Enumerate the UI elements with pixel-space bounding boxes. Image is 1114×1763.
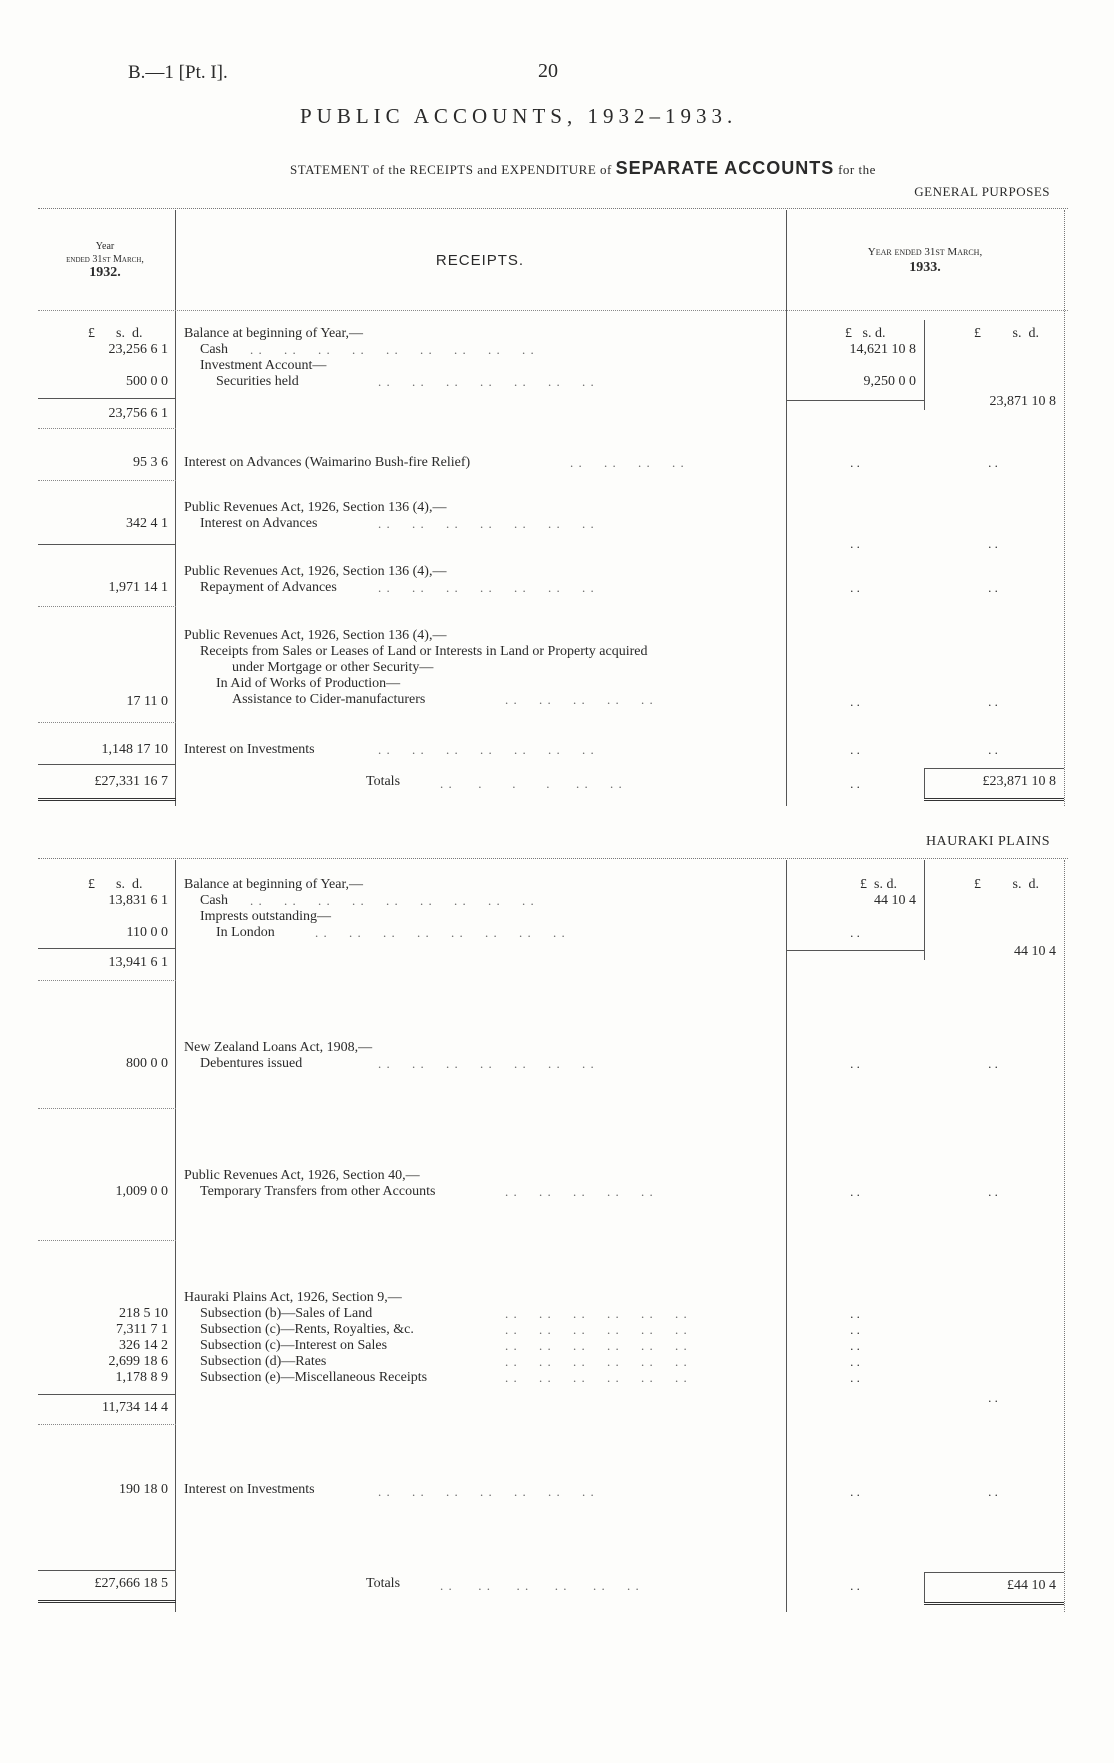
pra-label-1: Public Revenues Act, 1926, Section 136 (4),— <box>184 500 447 515</box>
cider-leader: . . . . . . . . . . <box>505 692 654 707</box>
h-sub-c2-leader: . . . . . . . . . . . . <box>505 1338 688 1353</box>
prev-year-line2: ended 31st March, <box>66 254 144 265</box>
h-totals-curr: £44 10 4 <box>1007 1578 1056 1593</box>
h-nzla-label: New Zealand Loans Act, 1908,— <box>184 1040 373 1055</box>
shilling-symbol: s. <box>874 877 883 892</box>
balance-prev-total: 23,756 6 1 <box>108 406 168 421</box>
totals-curr-a: . . <box>850 776 860 791</box>
rule-header-bottom <box>38 310 1068 311</box>
h-cash-prev: 13,831 6 1 <box>108 893 168 908</box>
repayment-curr-a: . . <box>850 580 860 595</box>
h-cash-leader: . . . . . . . . . . . . . . . . . . <box>250 893 535 908</box>
rule-totals-curr-left <box>924 768 925 798</box>
pound-symbol: £ <box>974 326 981 341</box>
interest-adv-label: Interest on Advances <box>200 516 318 531</box>
prev-currency-header <box>88 326 142 342</box>
rule-h-sep-5 <box>38 1570 176 1571</box>
totals-label: Totals <box>366 774 401 789</box>
h-hpa-total-prev: 11,734 14 4 <box>102 1400 168 1415</box>
rule-h-sep-2 <box>38 1108 176 1109</box>
statement-prefix: STATEMENT of the RECEIPTS and EXPENDITURE of <box>290 162 612 177</box>
receipts-sales-label: Receipts from Sales or Leases of Land or Interests in Land or Property acquired <box>200 644 648 659</box>
pound-symbol: £ <box>88 326 95 341</box>
waimarino-prev: 95 3 6 <box>133 455 168 470</box>
rule-totals-curr-top <box>924 768 1064 769</box>
rule-top <box>38 208 1068 209</box>
rule-sep-4 <box>38 606 176 607</box>
cider-label: Assistance to Cider-manufacturers <box>232 692 426 707</box>
interest-inv-label: Interest on Investments <box>184 742 315 757</box>
h-sub-d-curr: . . <box>850 1354 860 1369</box>
statement-bold: SEPARATE ACCOUNTS <box>615 158 835 178</box>
h-cash-curr: 44 10 4 <box>874 893 916 908</box>
h-sub-e-leader: . . . . . . . . . . . . <box>505 1370 688 1385</box>
rule-h-balance-prev <box>38 948 176 949</box>
h-transfers-label: Temporary Transfers from other Accounts <box>200 1184 436 1199</box>
rule-sep-3 <box>38 544 176 545</box>
rule-totals-prev <box>38 798 176 801</box>
rule-totals-curr <box>924 798 1064 801</box>
pra-label-3: Public Revenues Act, 1926, Section 136 (4),— <box>184 628 447 643</box>
h-debentures-label: Debentures issued <box>200 1056 303 1071</box>
curr-currency-header-a <box>845 326 885 342</box>
rule-top-2 <box>38 858 1068 859</box>
interest-inv-curr-b: . . <box>988 742 998 757</box>
aid-label: In Aid of Works of Production— <box>216 676 401 691</box>
rule-sep-1 <box>38 428 176 429</box>
h-debentures-leader: . . . . . . . . . . . . . . <box>378 1056 595 1071</box>
shilling-symbol: s. <box>862 326 872 341</box>
rule-h-hpa-total <box>38 1394 176 1395</box>
h-interest-inv-leader: . . . . . . . . . . . . . . <box>378 1484 595 1499</box>
cider-prev: 17 11 0 <box>126 694 168 709</box>
page-number: 20 <box>538 60 558 82</box>
repayment-label: Repayment of Advances <box>200 580 337 595</box>
prev-year-line1: Year <box>95 241 115 252</box>
pound-symbol: £ <box>845 326 852 341</box>
h-interest-inv-prev: 190 18 0 <box>119 1482 168 1497</box>
h-pra-label: Public Revenues Act, 1926, Section 40,— <box>184 1168 420 1183</box>
h-hpa-label: Hauraki Plains Act, 1926, Section 9,— <box>184 1290 402 1305</box>
balance-label: Balance at beginning of Year,— <box>184 326 364 341</box>
receipts-header: RECEIPTS. <box>435 252 525 269</box>
rule2-col2 <box>786 860 787 1612</box>
h-sub-b-leader: . . . . . . . . . . . . <box>505 1306 688 1321</box>
curr-currency-header-2b <box>974 877 1039 893</box>
shilling-symbol: s. <box>1012 326 1022 341</box>
rule-h-sep-1 <box>38 980 176 981</box>
h-interest-inv-curr-a: . . <box>850 1484 860 1499</box>
rule2-col1 <box>175 860 176 1612</box>
rule-h-sep-3 <box>38 1240 176 1241</box>
prev-currency-header-2 <box>88 877 142 893</box>
account-name-general: GENERAL PURPOSES <box>914 184 1050 199</box>
shilling-symbol: s. <box>116 326 125 341</box>
cash-label: Cash <box>200 342 228 357</box>
cash-prev: 23,256 6 1 <box>108 342 168 357</box>
pound-symbol: £ <box>88 877 95 892</box>
rule-h-sep-4 <box>38 1424 176 1425</box>
rule-h-totals-curr-left <box>924 1572 925 1602</box>
interest-inv-prev: 1,148 17 10 <box>101 742 168 757</box>
h-totals-leader: . . . . . . . . . . . . <box>440 1578 640 1593</box>
h-london-leader: . . . . . . . . . . . . . . . . <box>315 925 566 940</box>
pra-label-2: Public Revenues Act, 1926, Section 136 (4),— <box>184 564 447 579</box>
interest-inv-leader: . . . . . . . . . . . . . . <box>378 742 595 757</box>
pound-symbol: £ <box>974 877 981 892</box>
rule-sep-2 <box>38 480 176 481</box>
cash-curr: 14,621 10 8 <box>849 342 916 357</box>
h-transfers-prev: 1,009 0 0 <box>115 1184 168 1199</box>
page-title: PUBLIC ACCOUNTS, 1932–1933. <box>300 104 738 128</box>
totals-prev: £27,331 16 7 <box>94 774 168 789</box>
pound-symbol: £ <box>860 877 867 892</box>
shilling-symbol: s. <box>1012 877 1022 892</box>
h-interest-inv-curr-b: . . <box>988 1484 998 1499</box>
rule2-col3a <box>924 860 925 960</box>
rule2-col4 <box>1064 860 1065 1612</box>
interest-adv-prev: 342 4 1 <box>126 516 168 531</box>
statement-heading <box>290 158 876 179</box>
rule-h-totals-curr-top <box>924 1572 1064 1573</box>
curr-currency-header-b <box>974 326 1039 342</box>
curr-year-line2: 1933. <box>909 260 941 275</box>
document-reference: B.—1 [Pt. I]. <box>128 62 228 83</box>
h-imprests-label: Imprests outstanding— <box>200 909 332 924</box>
waimarino-label: Interest on Advances (Waimarino Bush-fire Relief) <box>184 455 471 470</box>
curr-year-line1: Year ended 31st March, <box>867 246 983 258</box>
h-sub-b-prev: 218 5 10 <box>119 1306 168 1321</box>
h-debentures-prev: 800 0 0 <box>126 1056 168 1071</box>
h-sub-c1-prev: 7,311 7 1 <box>116 1322 168 1337</box>
h-transfers-curr-a: . . <box>850 1184 860 1199</box>
h-sub-d-label: Subsection (d)—Rates <box>200 1354 327 1369</box>
repayment-curr-b: . . <box>988 580 998 595</box>
pence-symbol: d. <box>1028 326 1039 341</box>
h-debentures-curr-b: . . <box>988 1056 998 1071</box>
h-sub-c1-curr: . . <box>850 1322 860 1337</box>
rule-h-balance-curr <box>786 950 924 951</box>
statement-suffix: for the <box>838 162 876 177</box>
totals-leader: . . . . . . . . . <box>440 776 623 791</box>
rule-col1 <box>175 210 176 806</box>
securities-curr: 9,250 0 0 <box>863 374 916 389</box>
rule-balance-prev <box>38 398 176 399</box>
waimarino-leader: . . . . . . . . <box>570 455 685 470</box>
repayment-leader: . . . . . . . . . . . . . . <box>378 580 595 595</box>
rule-col2 <box>786 210 787 806</box>
rule-col3a <box>924 320 925 410</box>
interest-adv-curr-a: . . <box>850 536 860 551</box>
h-sub-d-prev: 2,699 18 6 <box>108 1354 168 1369</box>
securities-leader: . . . . . . . . . . . . . . <box>378 374 595 389</box>
h-balance-curr-total: 44 10 4 <box>1014 944 1056 959</box>
cider-curr-b: . . <box>988 694 998 709</box>
h-debentures-curr-a: . . <box>850 1056 860 1071</box>
h-totals-label: Totals <box>366 1576 401 1591</box>
account-name-hauraki: HAURAKI PLAINS <box>925 834 1050 849</box>
h-interest-inv-label: Interest on Investments <box>184 1482 315 1497</box>
pence-symbol: d. <box>874 326 886 341</box>
h-balance-label: Balance at beginning of Year,— <box>184 877 364 892</box>
h-sub-e-label: Subsection (e)—Miscellaneous Receipts <box>200 1370 428 1385</box>
rule-col4 <box>1064 210 1065 806</box>
h-sub-b-curr: . . <box>850 1306 860 1321</box>
h-sub-c2-curr: . . <box>850 1338 860 1353</box>
h-transfers-curr-b: . . <box>988 1184 998 1199</box>
pence-symbol: d. <box>886 877 897 892</box>
curr-currency-header-2a <box>860 877 897 893</box>
shilling-symbol: s. <box>116 877 125 892</box>
h-sub-e-prev: 1,178 8 9 <box>115 1370 168 1385</box>
h-sub-d-leader: . . . . . . . . . . . . <box>505 1354 688 1369</box>
h-sub-c2-prev: 326 14 2 <box>119 1338 168 1353</box>
waimarino-curr-a: . . <box>850 455 860 470</box>
h-cash-label: Cash <box>200 893 228 908</box>
pence-symbol: d. <box>131 326 143 341</box>
rule-balance-curr <box>786 400 924 401</box>
rule-sep-5 <box>38 722 176 723</box>
h-hpa-total-curr: . . <box>988 1390 998 1405</box>
rule-h-totals-prev <box>38 1600 176 1603</box>
cash-leader: . . . . . . . . . . . . . . . . . . <box>250 342 535 357</box>
prev-year-line3: 1932. <box>89 265 121 280</box>
repayment-prev: 1,971 14 1 <box>108 580 168 595</box>
h-sub-c1-leader: . . . . . . . . . . . . <box>505 1322 688 1337</box>
interest-inv-curr-a: . . <box>850 742 860 757</box>
totals-curr: £23,871 10 8 <box>982 774 1056 789</box>
balance-curr-total: 23,871 10 8 <box>989 394 1056 409</box>
securities-label: Securities held <box>216 374 299 389</box>
pence-symbol: d. <box>1028 877 1039 892</box>
rule-h-totals-curr <box>924 1602 1064 1605</box>
h-sub-c1-label: Subsection (c)—Rents, Royalties, &c. <box>200 1322 414 1337</box>
h-balance-prev-total: 13,941 6 1 <box>108 955 168 970</box>
h-london-curr: . . <box>850 925 860 940</box>
h-london-label: In London <box>216 925 275 940</box>
h-transfers-leader: . . . . . . . . . . <box>505 1184 654 1199</box>
h-sub-e-curr: . . <box>850 1370 860 1385</box>
interest-adv-leader: . . . . . . . . . . . . . . <box>378 516 595 531</box>
waimarino-curr-b: . . <box>988 455 998 470</box>
h-totals-prev: £27,666 18 5 <box>94 1576 168 1591</box>
h-sub-c2-label: Subsection (c)—Interest on Sales <box>200 1338 388 1353</box>
h-london-prev: 110 0 0 <box>126 925 168 940</box>
cider-curr-a: . . <box>850 694 860 709</box>
receipts-mortgage-label: under Mortgage or other Security— <box>232 660 434 675</box>
curr-year-header <box>790 244 1060 276</box>
h-sub-b-label: Subsection (b)—Sales of Land <box>200 1306 373 1321</box>
interest-adv-curr-b: . . <box>988 536 998 551</box>
pence-symbol: d. <box>131 877 143 892</box>
investment-label: Investment Account— <box>200 358 327 373</box>
securities-prev: 500 0 0 <box>126 374 168 389</box>
rule-sep-6 <box>38 764 176 765</box>
prev-year-header <box>40 240 170 279</box>
h-totals-curr-a: . . <box>850 1578 860 1593</box>
